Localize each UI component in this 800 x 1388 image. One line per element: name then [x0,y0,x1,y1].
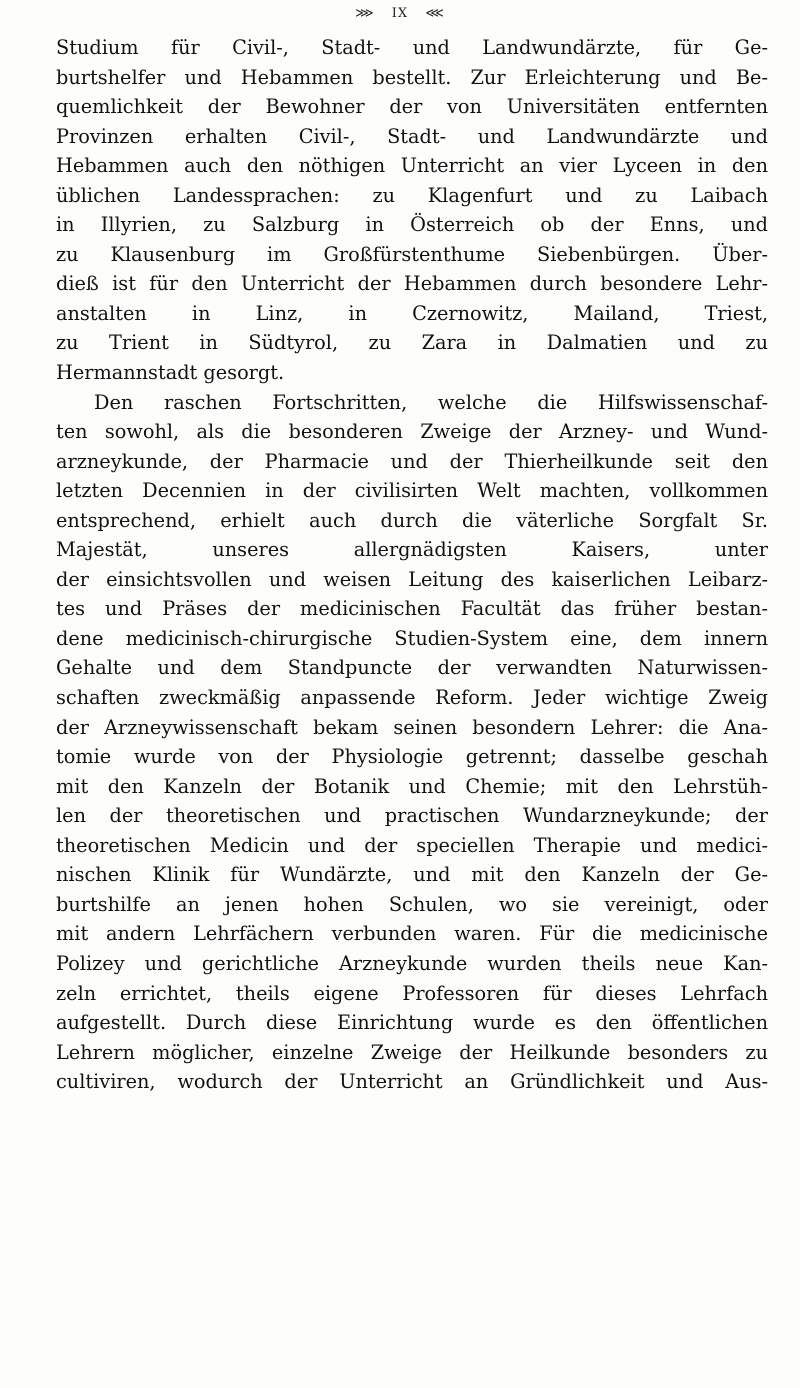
text-line: zu Klausenburg im Großfürstenthume Siebenbürgen. Über- [56,242,768,266]
text-line: zu Trient in Südtyrol, zu Zara in Dalmatien und zu [56,331,768,355]
text-line: Majestät, unseres allergnädigsten Kaisers, unter [56,538,768,562]
text-line: quemlichkeit der Bewohner der von Universitäten entfernten [56,95,768,119]
text-line: dieß ist für den Unterricht der Hebammen durch besondere Lehr- [56,272,768,296]
text-line: ten sowohl, als die besonderen Zweige der Arzney- und Wund- [56,420,768,444]
text-line: der einsichtsvollen und weisen Leitung des kaiserlichen Leibarz- [56,567,768,591]
text-line: arzneykunde, der Pharmacie und der Thierheilkunde seit den [56,449,768,473]
text-line: nischen Klinik für Wundärzte, und mit den Kanzeln der Ge- [56,863,768,887]
text-line: Provinzen erhalten Civil-, Stadt- und Landwundärzte und [56,124,768,148]
text-line: Lehrern möglicher, einzelne Zweige der Heilkunde besonders zu [56,1040,768,1064]
text-line: mit andern Lehrfächern verbunden waren. Für die medicinische [56,922,768,946]
page-header [0,6,800,21]
text-line: anstalten in Linz, in Czernowitz, Mailand, Triest, [56,301,768,325]
text-line: dene medicinisch-chirurgische Studien-System eine, dem innern [56,626,768,650]
text-line: Polizey und gerichtliche Arzneykunde wurden theils neue Kan- [56,951,768,975]
text-line: Gehalte und dem Standpuncte der verwandten Naturwissen- [56,656,768,680]
text-line: zeln errichtet, theils eigene Professoren für dieses Lehrfach [56,981,768,1005]
text-line: entsprechend, erhielt auch durch die väterliche Sorgfalt Sr. [56,508,768,532]
text-line: Hermannstadt gesorgt. [56,361,285,385]
text-line: üblichen Landessprachen: zu Klagenfurt und zu Laibach [56,183,768,207]
text-line: cultiviren, wodurch der Unterricht an Gründlichkeit und Aus- [56,1070,768,1094]
text-line: len der theoretischen und practischen Wundarzneykunde; der [56,804,768,828]
text-line: aufgestellt. Durch diese Einrichtung wurde es den öffentlichen [56,1011,768,1035]
text-line: schaften zweckmäßig anpassende Reform. Jeder wichtige Zweig [56,686,768,710]
text-line: letzten Decennien in der civilisirten Welt machten, vollkommen [56,479,768,503]
text-line: mit den Kanzeln der Botanik und Chemie; mit den Lehrstüh- [56,774,768,798]
text-line: theoretischen Medicin und der speciellen Therapie und medici- [56,833,768,857]
page-number: IX [391,6,409,21]
text-line: der Arzneywissenschaft bekam seinen besondern Lehrer: die Ana- [56,715,768,739]
text-line: in Illyrien, zu Salzburg in Österreich ob der Enns, und [56,213,768,237]
text-line: burtshelfer und Hebammen bestellt. Zur Erleichterung und Be- [56,65,768,89]
header-ornament-right: ⋘ [425,6,445,21]
header-ornament-left: ⋙ [355,6,375,21]
text-line: Studium für Civil-, Stadt- und Landwundärzte, für Ge- [56,36,768,59]
text-line: tes und Präses der medicinischen Facultät das früher bestan- [56,597,768,621]
text-line: tomie wurde von der Physiologie getrennt; dasselbe geschah [56,745,768,769]
body-text [56,33,768,1097]
text-line: Den raschen Fortschritten, welche die Hilfswissenschaf- [94,390,768,414]
text-line: burtshilfe an jenen hohen Schulen, wo sie vereinigt, oder [56,892,768,916]
text-line: Hebammen auch den nöthigen Unterricht an vier Lyceen in den [56,154,768,178]
